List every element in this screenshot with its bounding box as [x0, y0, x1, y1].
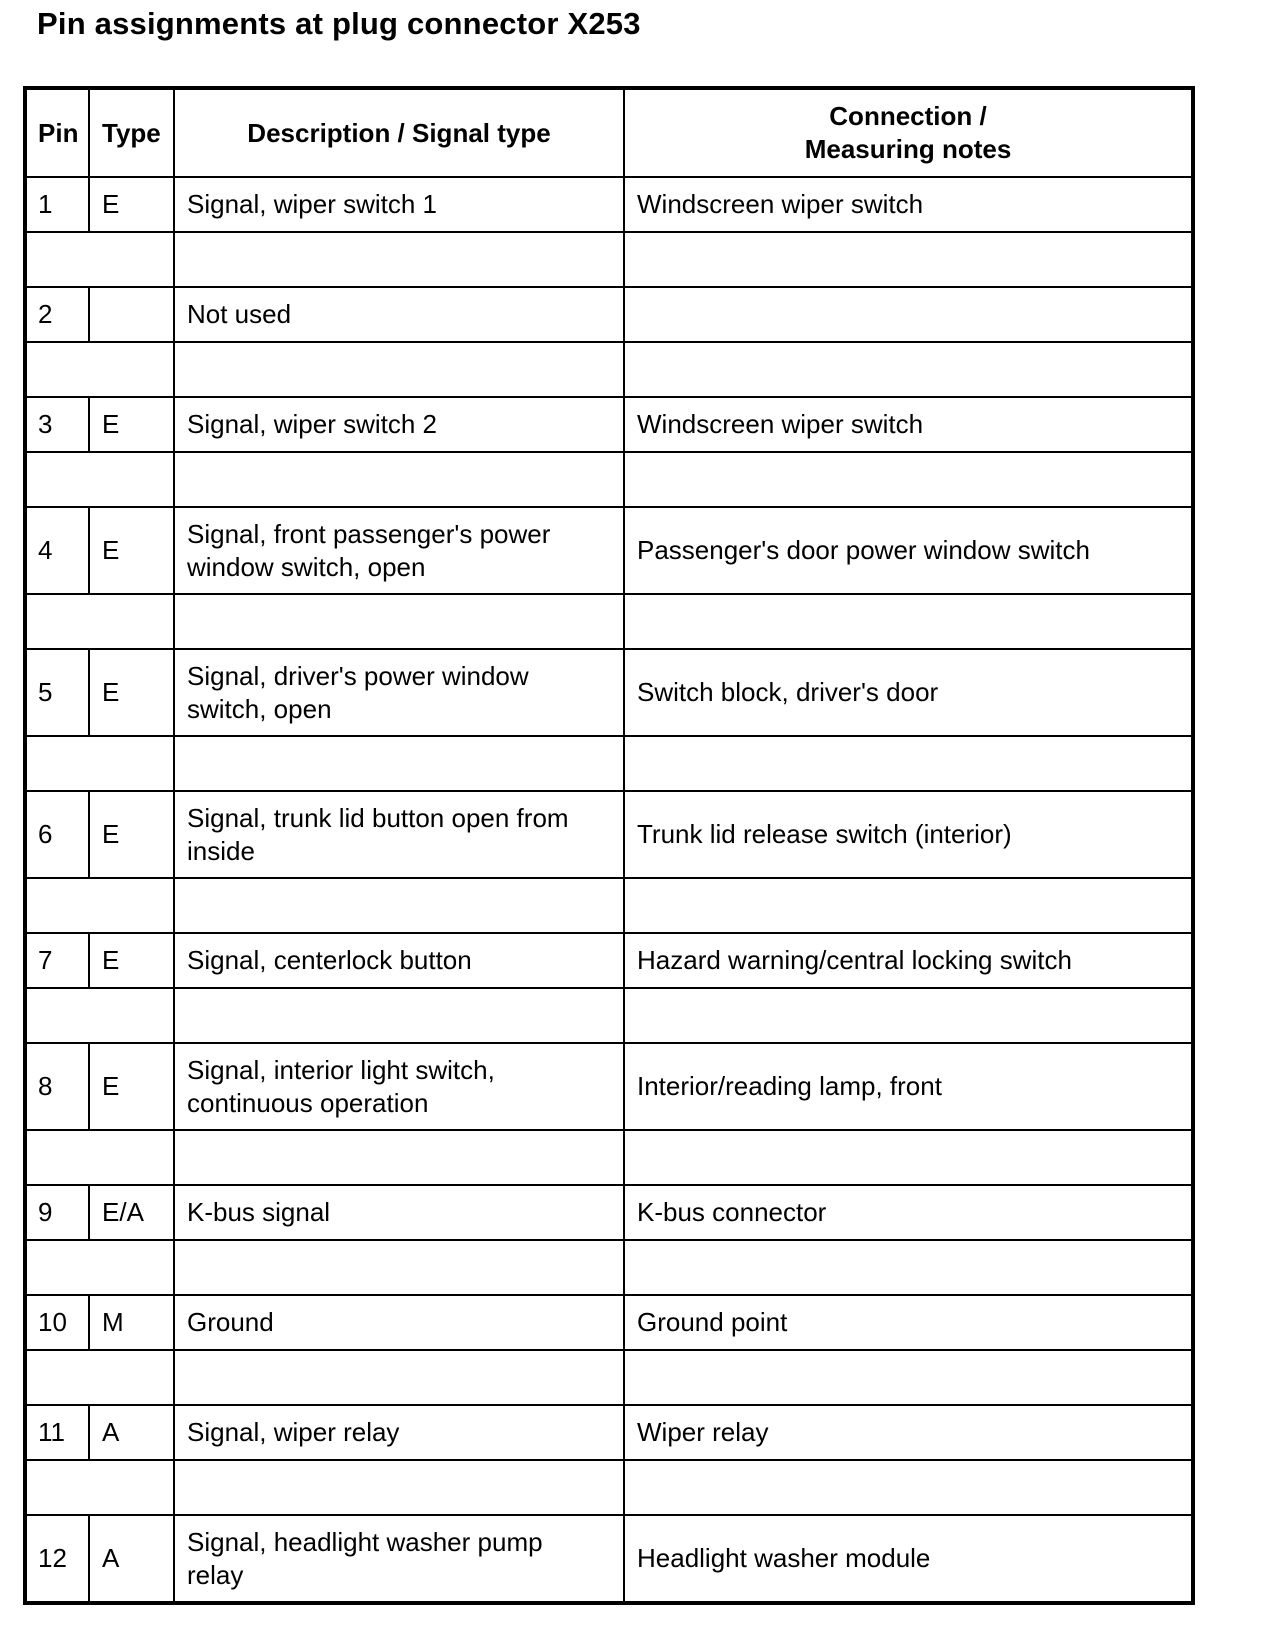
pin-cell: 12	[25, 1515, 89, 1603]
pin-cell: 2	[25, 287, 89, 342]
spacer-row	[25, 594, 1193, 649]
description-line1: Signal, headlight washer pump	[187, 1526, 543, 1557]
description-cell: Signal, wiper switch 2	[174, 397, 624, 452]
spacer-row	[25, 342, 1193, 397]
pin-cell: 6	[25, 791, 89, 878]
description-cell: Signal, wiper switch 1	[174, 177, 624, 232]
connection-cell: Ground point	[624, 1295, 1193, 1350]
table-row	[25, 507, 1193, 594]
description-cell	[174, 649, 624, 736]
description-line2: window switch, open	[187, 551, 426, 582]
description-cell	[174, 1043, 624, 1130]
table-row	[25, 397, 1193, 452]
connection-cell: Wiper relay	[624, 1405, 1193, 1460]
description-line2: relay	[187, 1559, 244, 1590]
type-cell: E	[89, 177, 174, 232]
spacer-row	[25, 736, 1193, 791]
connection-cell: Windscreen wiper switch	[624, 177, 1193, 232]
pin-cell: 4	[25, 507, 89, 594]
connection-cell	[624, 287, 1193, 342]
type-cell: E	[89, 649, 174, 736]
description-line2: switch, open	[187, 693, 332, 724]
type-cell	[89, 287, 174, 342]
spacer-row	[25, 988, 1193, 1043]
spacer-row	[25, 452, 1193, 507]
description-cell: Signal, centerlock button	[174, 933, 624, 988]
description-cell: Signal, wiper relay	[174, 1405, 624, 1460]
description-line1: Signal, front passenger's power	[187, 518, 551, 549]
pin-cell: 5	[25, 649, 89, 736]
description-line2: inside	[187, 835, 255, 866]
connection-cell: Hazard warning/central locking switch	[624, 933, 1193, 988]
table-row	[25, 649, 1193, 736]
description-cell: Ground	[174, 1295, 624, 1350]
pin-cell: 7	[25, 933, 89, 988]
header-connection	[624, 88, 1193, 177]
table-row	[25, 1295, 1193, 1350]
description-line1: Signal, interior light switch,	[187, 1054, 495, 1085]
pin-assignment-table	[23, 86, 1195, 1605]
pin-cell: 9	[25, 1185, 89, 1240]
table-header-row	[25, 88, 1193, 177]
connection-cell: Windscreen wiper switch	[624, 397, 1193, 452]
type-cell: E	[89, 1043, 174, 1130]
type-cell: E	[89, 507, 174, 594]
pin-cell: 11	[25, 1405, 89, 1460]
description-cell	[174, 507, 624, 594]
header-pin: Pin	[25, 88, 89, 177]
pin-cell: 8	[25, 1043, 89, 1130]
header-type: Type	[89, 88, 174, 177]
type-cell: E	[89, 933, 174, 988]
type-cell: M	[89, 1295, 174, 1350]
spacer-row	[25, 1350, 1193, 1405]
description-cell	[174, 1515, 624, 1603]
description-cell: K-bus signal	[174, 1185, 624, 1240]
description-cell	[174, 791, 624, 878]
type-cell: E	[89, 791, 174, 878]
connection-cell: K-bus connector	[624, 1185, 1193, 1240]
type-cell: E/A	[89, 1185, 174, 1240]
pin-cell: 10	[25, 1295, 89, 1350]
connection-cell: Headlight washer module	[624, 1515, 1193, 1603]
header-connection-line1: Connection /	[829, 101, 987, 131]
type-cell: E	[89, 397, 174, 452]
spacer-row	[25, 1460, 1193, 1515]
spacer-row	[25, 878, 1193, 933]
pin-cell: 1	[25, 177, 89, 232]
page-title: Pin assignments at plug connector X253	[37, 6, 641, 41]
spacer-row	[25, 1240, 1193, 1295]
description-cell: Not used	[174, 287, 624, 342]
table-row	[25, 1185, 1193, 1240]
pin-cell: 3	[25, 397, 89, 452]
table-row	[25, 287, 1193, 342]
table-row	[25, 791, 1193, 878]
spacer-row	[25, 1130, 1193, 1185]
table-row	[25, 933, 1193, 988]
type-cell: A	[89, 1405, 174, 1460]
header-connection-line2: Measuring notes	[804, 134, 1012, 164]
table-row	[25, 177, 1193, 232]
type-cell: A	[89, 1515, 174, 1603]
table-row	[25, 1515, 1193, 1603]
connection-cell: Passenger's door power window switch	[624, 507, 1193, 594]
connection-cell: Switch block, driver's door	[624, 649, 1193, 736]
spacer-row	[25, 232, 1193, 287]
connection-cell: Interior/reading lamp, front	[624, 1043, 1193, 1130]
connection-cell: Trunk lid release switch (interior)	[624, 791, 1193, 878]
header-description: Description / Signal type	[174, 88, 624, 177]
description-line1: Signal, trunk lid button open from	[187, 802, 569, 833]
description-line1: Signal, driver's power window	[187, 660, 529, 691]
table-row	[25, 1405, 1193, 1460]
description-line2: continuous operation	[187, 1087, 429, 1118]
table-row	[25, 1043, 1193, 1130]
